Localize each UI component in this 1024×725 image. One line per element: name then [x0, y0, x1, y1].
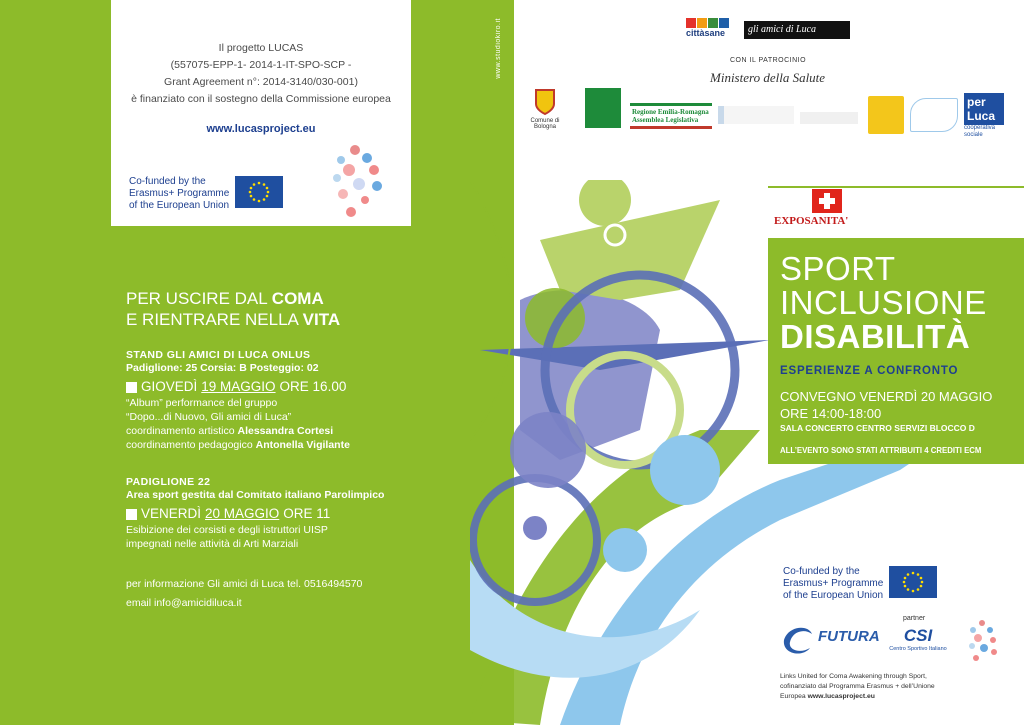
pad22-event-line: VENERDÌ 20 MAGGIO ORE 11 — [126, 505, 384, 523]
per-luca-logo: per Luca cooperativa sociale — [964, 93, 1004, 137]
futura-swirl-icon — [780, 620, 816, 656]
eu-flag-icon — [889, 566, 937, 598]
ecm-info: ALL’EVENTO SONO STATI ATTRIBUITI 4 CREDITI ECM — [780, 446, 982, 455]
square-bullet-icon — [126, 509, 137, 520]
stand-section: STAND GLI AMICI DI LUCA ONLUS Padiglione: 25 Corsia: B Posteggio: 02 GIOVEDÌ 19 MAGGIO ORE 16.00 “Album” performance del gruppo “Dopo...di Nuovo, Gli amici di Luca” coordinamento artistico Alessandra Cortesi coordinamento pedagogico Antonella Vigilante — [126, 349, 350, 451]
erasmus-text-right: Co-funded by the Erasmus+ Programme of the European Union — [783, 566, 884, 601]
lucas-info-box — [111, 0, 411, 226]
patrocinio-label: CON IL PATROCINIO — [730, 57, 807, 64]
left-headline: PER USCIRE DAL COMA E RIENTRARE NELLA VITA — [126, 289, 341, 329]
amici-di-luca-logo: gli amici di Luca — [744, 21, 850, 39]
contact-phone[interactable]: per informazione Gli amici di Luca tel. 0516494570 — [126, 578, 363, 590]
partner-label: partner — [903, 615, 926, 622]
subtitle: ESPERIENZE A CONFRONTO — [780, 365, 959, 377]
comune-bologna-logo: Comune di Bologna — [530, 88, 560, 130]
lucas-url[interactable]: www.lucasproject.eu — [206, 123, 316, 135]
eu-flag-icon — [235, 176, 283, 208]
regione-logo — [585, 88, 621, 128]
main-title: SPORT INCLUSIONE DISABILITÀ — [780, 250, 987, 355]
csi-logo: CSI Centro Sportivo Italiano — [889, 626, 947, 652]
cittasane-logo: cittàsane — [686, 18, 738, 40]
contact-email[interactable]: email info@amicidiluca.it — [126, 597, 242, 609]
red-cross-icon — [812, 189, 842, 213]
lucas-credit: Links United for Coma Awakening through Sport, cofinanziato dal Programma Erasmus + dell’Unione Europea www.lucasproject.eu — [780, 673, 935, 700]
istituto-logo — [800, 112, 858, 124]
erasmus-text: Co-funded by the Erasmus+ Programme of the European Union — [129, 176, 230, 211]
centro-studi-logo — [910, 98, 958, 132]
sala-info: SALA CONCERTO CENTRO SERVIZI BLOCCO D — [780, 423, 975, 433]
coat-of-arms-icon — [534, 88, 556, 116]
assemblea-logo: Regione Emilia-Romagna Assemblea Legislativa — [630, 103, 712, 129]
lucas-logo-icon — [329, 142, 389, 226]
square-bullet-icon — [126, 382, 137, 393]
padiglione22-section: PADIGLIONE 22 Area sport gestita dal Comitato italiano Parolimpico VENERDÌ 20 MAGGIO ORE 11 Esibizione dei corsisti e degli istruttori UISP impegnati nelle attività di Arti Marziali — [126, 476, 385, 550]
casa-risveglio-logo — [868, 96, 904, 134]
ministero-label: Ministero della Salute — [710, 70, 826, 85]
futura-logo: FUTURA — [780, 620, 870, 660]
side-url: www.studiokiro.it — [495, 18, 502, 79]
lucas-description: Il progetto LUCAS (557075-EPP-1- 2014-1-IT-SPO-SCP - Grant Agreement n°: 2014-3140/030-001) è finanziato con il sostegno della Commissione europea — [131, 42, 391, 105]
panel-top-border — [768, 186, 1024, 188]
convegno-info: CONVEGNO VENERDÌ 20 MAGGIO ORE 14:00-18:00 — [780, 389, 993, 421]
exposanita-logo: EXPOSANITA' — [768, 186, 884, 238]
lucas-logo-icon — [966, 618, 1000, 670]
stand-event-line: GIOVEDÌ 19 MAGGIO ORE 16.00 — [126, 378, 350, 396]
servizio-sanitario-logo — [718, 106, 794, 124]
contact-info — [126, 575, 362, 612]
